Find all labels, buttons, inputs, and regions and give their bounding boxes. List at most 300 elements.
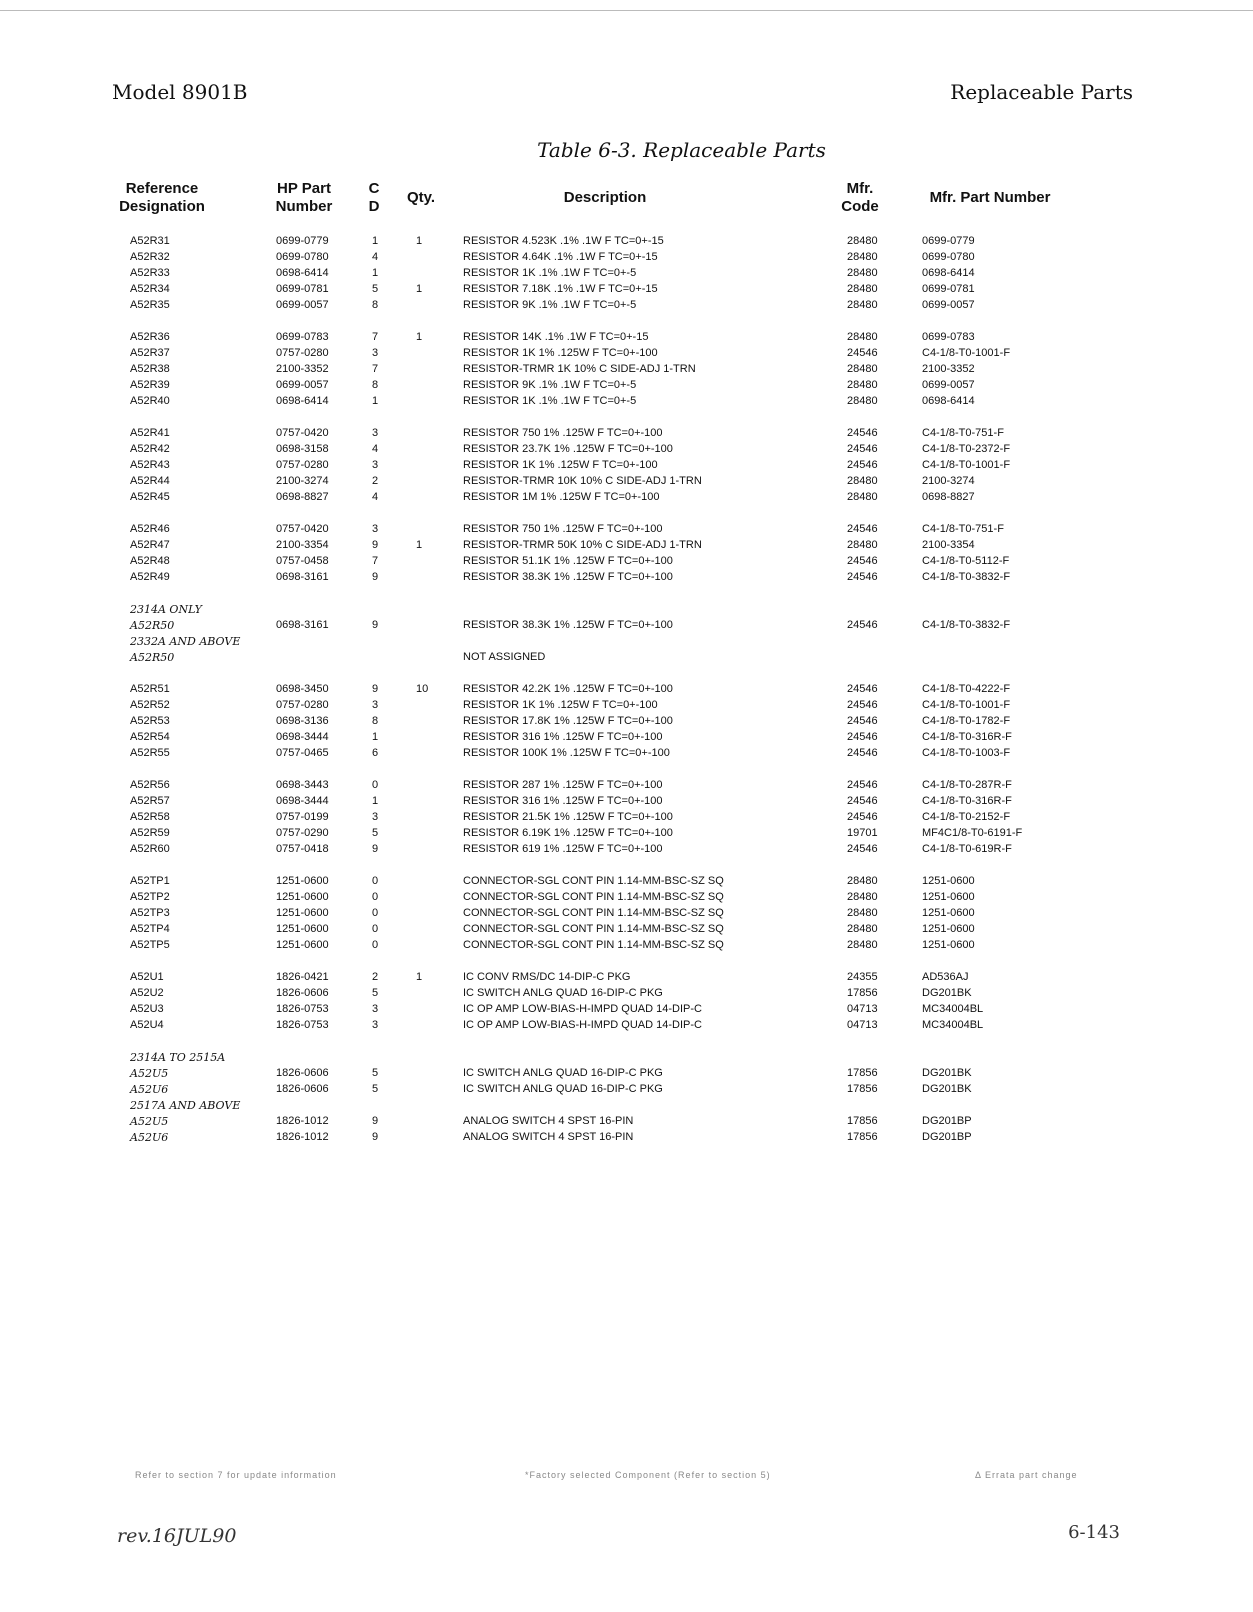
cell-reference: A52R46: [130, 523, 170, 535]
cell-reference: A52R59: [130, 827, 170, 839]
cell-mfr-part-number: 1251-0600: [922, 923, 975, 935]
table-row: [0, 1083, 1253, 1099]
cell-hp-part: 0757-0458: [276, 555, 329, 567]
cell-cd: 3: [372, 347, 379, 359]
cell-hp-part: 0757-0290: [276, 827, 329, 839]
cell-mfr-part-number: 1251-0600: [922, 891, 975, 903]
cell-reference: A52R47: [130, 539, 170, 551]
cell-mfr-code: 28480: [847, 363, 878, 375]
cell-mfr-part-number: C4-1/8-T0-3832-F: [922, 619, 1011, 631]
serial-note: 2517A AND ABOVE: [130, 1099, 241, 1112]
model-header: Model 8901B: [112, 80, 248, 104]
cell-mfr-part-number: 0698-6414: [922, 395, 975, 407]
cell-cd: 8: [372, 299, 379, 311]
cell-reference: A52R42: [130, 443, 170, 455]
table-row: [0, 875, 1253, 891]
cell-reference: A52R58: [130, 811, 170, 823]
cell-description: RESISTOR 287 1% .125W F TC=0+-100: [463, 779, 663, 791]
cell-description: RESISTOR 750 1% .125W F TC=0+-100: [463, 427, 663, 439]
cell-mfr-part-number: 0699-0780: [922, 251, 975, 263]
cell-mfr-code: 28480: [847, 875, 878, 887]
cell-reference: A52R37: [130, 347, 170, 359]
cell-hp-part: 1826-1012: [276, 1115, 329, 1127]
cell-mfr-part-number: C4-1/8-T0-316R-F: [922, 731, 1012, 743]
cell-description: CONNECTOR-SGL CONT PIN 1.14-MM-BSC-SZ SQ: [463, 907, 724, 919]
cell-hp-part: 0699-0780: [276, 251, 329, 263]
col-header-mfr-code-line2: Code: [841, 198, 879, 215]
cell-mfr-code: 24546: [847, 571, 878, 583]
table-row: [0, 1067, 1253, 1083]
row-spacer: [0, 667, 1253, 683]
cell-hp-part: 0698-3158: [276, 443, 329, 455]
cell-reference: A52R45: [130, 491, 170, 503]
table-row: [0, 443, 1253, 459]
cell-hp-part: 0698-3161: [276, 619, 329, 631]
cell-mfr-code: 24546: [847, 555, 878, 567]
cell-mfr-part-number: C4-1/8-T0-5112-F: [922, 555, 1010, 567]
table-row: [0, 267, 1253, 283]
cell-cd: 3: [372, 523, 379, 535]
cell-mfr-part-number: MC34004BL: [922, 1019, 984, 1031]
table-row: [0, 363, 1253, 379]
cell-hp-part: 1826-0606: [276, 987, 329, 999]
cell-hp-part: 0699-0057: [276, 379, 329, 391]
cell-mfr-part-number: 1251-0600: [922, 875, 975, 887]
cell-cd: 0: [372, 779, 379, 791]
table-row: [0, 299, 1253, 315]
cell-reference: A52R35: [130, 299, 170, 311]
cell-description: IC CONV RMS/DC 14-DIP-C PKG: [463, 971, 631, 983]
cell-hp-part: 0698-6414: [276, 267, 329, 279]
cell-reference: A52R34: [130, 283, 170, 295]
cell-cd: 2: [372, 971, 379, 983]
cell-qty: 1: [416, 331, 423, 343]
cell-description: ANALOG SWITCH 4 SPST 16-PIN: [463, 1131, 634, 1143]
cell-cd: 8: [372, 715, 379, 727]
cell-reference: A52TP5: [130, 939, 170, 951]
table-row: [0, 699, 1253, 715]
table-row: [0, 1131, 1253, 1147]
cell-cd: 5: [372, 1067, 379, 1079]
cell-hp-part: 2100-3352: [276, 363, 329, 375]
serial-note: 2314A TO 2515A: [130, 1051, 226, 1064]
footnote-update-info: Refer to section 7 for update information: [135, 1470, 337, 1480]
cell-cd: 8: [372, 379, 379, 391]
col-header-mfr-code-line1: Mfr.: [846, 180, 874, 197]
cell-qty: 1: [416, 971, 423, 983]
cell-hp-part: 0698-3444: [276, 795, 329, 807]
table-row: [0, 475, 1253, 491]
cell-cd: 3: [372, 459, 379, 471]
cell-reference: A52R50: [130, 619, 175, 632]
cell-mfr-part-number: C4-1/8-T0-2372-F: [922, 443, 1011, 455]
cell-mfr-code: 24546: [847, 731, 878, 743]
cell-description: RESISTOR 7.18K .1% .1W F TC=0+-15: [463, 283, 658, 295]
cell-mfr-code: 24546: [847, 427, 878, 439]
cell-description: RESISTOR-TRMR 10K 10% C SIDE-ADJ 1-TRN: [463, 475, 702, 487]
cell-mfr-code: 28480: [847, 267, 878, 279]
table-row: [0, 379, 1253, 395]
cell-cd: 3: [372, 699, 379, 711]
cell-hp-part: 0698-3161: [276, 571, 329, 583]
cell-mfr-code: 28480: [847, 891, 878, 903]
table-title: [0, 138, 1253, 162]
table-row: [0, 539, 1253, 555]
cell-mfr-code: 17856: [847, 1067, 878, 1079]
cell-hp-part: 1826-0753: [276, 1019, 329, 1031]
cell-mfr-part-number: C4-1/8-T0-619R-F: [922, 843, 1012, 855]
table-row: [0, 235, 1253, 251]
cell-reference: A52R32: [130, 251, 170, 263]
cell-mfr-code: 24546: [847, 795, 878, 807]
cell-hp-part: 0698-8827: [276, 491, 329, 503]
cell-hp-part: 1251-0600: [276, 891, 329, 903]
cell-mfr-part-number: 1251-0600: [922, 939, 975, 951]
cell-hp-part: 1826-0421: [276, 971, 329, 983]
cell-description: IC OP AMP LOW-BIAS-H-IMPD QUAD 14-DIP-C: [463, 1019, 702, 1031]
cell-description: RESISTOR-TRMR 1K 10% C SIDE-ADJ 1-TRN: [463, 363, 696, 375]
table-row: [0, 939, 1253, 955]
cell-description: RESISTOR 619 1% .125W F TC=0+-100: [463, 843, 663, 855]
cell-reference: A52R51: [130, 683, 170, 695]
cell-mfr-code: 24546: [847, 347, 878, 359]
cell-description: RESISTOR 316 1% .125W F TC=0+-100: [463, 795, 663, 807]
cell-mfr-part-number: C4-1/8-T0-3832-F: [922, 571, 1011, 583]
cell-cd: 7: [372, 363, 379, 375]
cell-mfr-part-number: C4-1/8-T0-2152-F: [922, 811, 1011, 823]
cell-mfr-code: 04713: [847, 1003, 878, 1015]
cell-cd: 4: [372, 491, 379, 503]
cell-description: ANALOG SWITCH 4 SPST 16-PIN: [463, 1115, 634, 1127]
cell-reference: A52U1: [130, 971, 164, 983]
cell-cd: 7: [372, 555, 379, 567]
cell-description: IC SWITCH ANLG QUAD 16-DIP-C PKG: [463, 1083, 663, 1095]
cell-cd: 5: [372, 827, 379, 839]
table-row: [0, 491, 1253, 507]
cell-description: IC SWITCH ANLG QUAD 16-DIP-C PKG: [463, 1067, 663, 1079]
cell-mfr-part-number: 0698-8827: [922, 491, 975, 503]
cell-mfr-part-number: C4-1/8-T0-751-F: [922, 523, 1004, 535]
row-spacer: [0, 763, 1253, 779]
table-row: [0, 395, 1253, 411]
cell-description: RESISTOR 42.2K 1% .125W F TC=0+-100: [463, 683, 673, 695]
cell-reference: A52R31: [130, 235, 170, 247]
cell-mfr-part-number: AD536AJ: [922, 971, 969, 983]
cell-mfr-part-number: 2100-3352: [922, 363, 975, 375]
cell-description: RESISTOR 4.523K .1% .1W F TC=0+-15: [463, 235, 664, 247]
cell-cd: 1: [372, 795, 379, 807]
table-row: [0, 683, 1253, 699]
row-spacer: [0, 955, 1253, 971]
row-spacer: [0, 1035, 1253, 1051]
cell-cd: 3: [372, 1003, 379, 1015]
cell-mfr-code: 17856: [847, 1083, 878, 1095]
cell-qty: 1: [416, 283, 423, 295]
table-row: [0, 427, 1253, 443]
cell-mfr-part-number: DG201BK: [922, 1067, 972, 1079]
parts-table-body: [0, 235, 1253, 1147]
cell-reference: A52R33: [130, 267, 170, 279]
cell-description: IC SWITCH ANLG QUAD 16-DIP-C PKG: [463, 987, 663, 999]
cell-hp-part: 1826-0606: [276, 1067, 329, 1079]
section-header: Replaceable Parts: [950, 80, 1133, 104]
top-rule: [0, 10, 1253, 11]
cell-hp-part: 0699-0783: [276, 331, 329, 343]
cell-cd: 3: [372, 811, 379, 823]
cell-cd: 0: [372, 907, 379, 919]
cell-hp-part: 1251-0600: [276, 875, 329, 887]
cell-hp-part: 0757-0420: [276, 427, 329, 439]
cell-cd: 9: [372, 539, 379, 551]
cell-cd: 0: [372, 891, 379, 903]
col-header-hp-part-line1: HP Part: [277, 180, 331, 197]
col-header-cd-line1: C: [368, 180, 380, 197]
table-row: [0, 843, 1253, 859]
cell-mfr-part-number: C4-1/8-T0-1782-F: [922, 715, 1011, 727]
cell-description: RESISTOR 316 1% .125W F TC=0+-100: [463, 731, 663, 743]
cell-mfr-part-number: MF4C1/8-T0-6191-F: [922, 827, 1023, 839]
table-row: [0, 283, 1253, 299]
cell-description: RESISTOR 9K .1% .1W F TC=0+-5: [463, 299, 637, 311]
cell-mfr-code: 24546: [847, 715, 878, 727]
table-row: [0, 731, 1253, 747]
cell-mfr-code: 28480: [847, 251, 878, 263]
cell-mfr-part-number: C4-1/8-T0-4222-F: [922, 683, 1011, 695]
cell-description: CONNECTOR-SGL CONT PIN 1.14-MM-BSC-SZ SQ: [463, 891, 724, 903]
cell-mfr-part-number: MC34004BL: [922, 1003, 984, 1015]
footnote-factory-selected: *Factory selected Component (Refer to section 5): [525, 1470, 771, 1480]
cell-hp-part: 0699-0779: [276, 235, 329, 247]
cell-description: RESISTOR 6.19K 1% .125W F TC=0+-100: [463, 827, 673, 839]
cell-cd: 4: [372, 251, 379, 263]
cell-description: RESISTOR 1K .1% .1W F TC=0+-5: [463, 395, 637, 407]
cell-mfr-part-number: 2100-3354: [922, 539, 975, 551]
cell-mfr-code: 28480: [847, 395, 878, 407]
table-row: [0, 987, 1253, 1003]
cell-reference: A52R54: [130, 731, 170, 743]
cell-description: NOT ASSIGNED: [463, 651, 546, 663]
table-row: [0, 523, 1253, 539]
cell-cd: 5: [372, 283, 379, 295]
serial-note: 2314A ONLY: [130, 603, 202, 616]
cell-hp-part: 0757-0280: [276, 459, 329, 471]
table-row: [0, 555, 1253, 571]
cell-mfr-code: 24546: [847, 523, 878, 535]
cell-mfr-part-number: C4-1/8-T0-316R-F: [922, 795, 1012, 807]
cell-reference: A52R50: [130, 651, 175, 664]
cell-mfr-code: 04713: [847, 1019, 878, 1031]
cell-cd: 1: [372, 731, 379, 743]
cell-description: CONNECTOR-SGL CONT PIN 1.14-MM-BSC-SZ SQ: [463, 939, 724, 951]
cell-mfr-part-number: DG201BP: [922, 1115, 972, 1127]
cell-mfr-part-number: 0699-0779: [922, 235, 975, 247]
cell-mfr-code: 28480: [847, 283, 878, 295]
cell-reference: A52U3: [130, 1003, 164, 1015]
table-row: [0, 971, 1253, 987]
cell-cd: 0: [372, 923, 379, 935]
cell-mfr-code: 28480: [847, 299, 878, 311]
cell-reference: A52R49: [130, 571, 170, 583]
cell-mfr-code: 24546: [847, 459, 878, 471]
cell-mfr-part-number: 1251-0600: [922, 907, 975, 919]
cell-hp-part: 0757-0280: [276, 699, 329, 711]
footnote-errata: Δ Errata part change: [975, 1470, 1078, 1480]
cell-mfr-code: 28480: [847, 379, 878, 391]
cell-reference: A52U6: [130, 1131, 169, 1144]
cell-cd: 9: [372, 571, 379, 583]
cell-hp-part: 0699-0781: [276, 283, 329, 295]
cell-reference: A52TP2: [130, 891, 170, 903]
cell-description: RESISTOR-TRMR 50K 10% C SIDE-ADJ 1-TRN: [463, 539, 702, 551]
cell-hp-part: 0757-0280: [276, 347, 329, 359]
cell-reference: A52R39: [130, 379, 170, 391]
cell-mfr-code: 28480: [847, 235, 878, 247]
cell-description: CONNECTOR-SGL CONT PIN 1.14-MM-BSC-SZ SQ: [463, 875, 724, 887]
table-row: [0, 1019, 1253, 1035]
cell-reference: A52R40: [130, 395, 170, 407]
cell-mfr-code: 24546: [847, 619, 878, 631]
cell-reference: A52TP4: [130, 923, 170, 935]
cell-cd: 0: [372, 875, 379, 887]
cell-mfr-part-number: 2100-3274: [922, 475, 975, 487]
cell-reference: A52R41: [130, 427, 170, 439]
cell-description: IC OP AMP LOW-BIAS-H-IMPD QUAD 14-DIP-C: [463, 1003, 702, 1015]
cell-description: RESISTOR 21.5K 1% .125W F TC=0+-100: [463, 811, 673, 823]
cell-mfr-code: 19701: [847, 827, 878, 839]
table-row: [0, 907, 1253, 923]
col-header-reference: [108, 180, 216, 216]
row-spacer: [0, 859, 1253, 875]
cell-hp-part: 0699-0057: [276, 299, 329, 311]
table-row: [0, 891, 1253, 907]
cell-hp-part: 0757-0199: [276, 811, 329, 823]
cell-mfr-part-number: C4-1/8-T0-1003-F: [922, 747, 1011, 759]
cell-mfr-code: 24546: [847, 683, 878, 695]
col-header-qty: Qty.: [406, 189, 436, 206]
cell-mfr-code: 28480: [847, 475, 878, 487]
cell-reference: A52TP3: [130, 907, 170, 919]
cell-mfr-part-number: 0698-6414: [922, 267, 975, 279]
cell-hp-part: 0757-0418: [276, 843, 329, 855]
cell-reference: A52R43: [130, 459, 170, 471]
table-row: [0, 459, 1253, 475]
cell-mfr-part-number: DG201BK: [922, 1083, 972, 1095]
cell-description: RESISTOR 4.64K .1% .1W F TC=0+-15: [463, 251, 658, 263]
cell-cd: 3: [372, 427, 379, 439]
cell-description: RESISTOR 14K .1% .1W F TC=0+-15: [463, 331, 649, 343]
row-spacer: [0, 411, 1253, 427]
cell-hp-part: 2100-3354: [276, 539, 329, 551]
table-row: [0, 795, 1253, 811]
table-row: [0, 715, 1253, 731]
col-header-cd-line2: D: [368, 198, 380, 215]
cell-mfr-code: 24546: [847, 811, 878, 823]
serial-note: 2332A AND ABOVE: [130, 635, 241, 648]
table-row: [0, 1003, 1253, 1019]
cell-hp-part: 0698-6414: [276, 395, 329, 407]
serial-note-row: [0, 635, 1253, 651]
cell-mfr-code: 24546: [847, 699, 878, 711]
cell-reference: A52R44: [130, 475, 170, 487]
cell-description: CONNECTOR-SGL CONT PIN 1.14-MM-BSC-SZ SQ: [463, 923, 724, 935]
col-header-reference-line1: Reference: [125, 180, 199, 197]
cell-cd: 3: [372, 1019, 379, 1031]
cell-hp-part: 0698-3450: [276, 683, 329, 695]
cell-mfr-part-number: DG201BP: [922, 1131, 972, 1143]
table-row: [0, 651, 1253, 667]
cell-cd: 2: [372, 475, 379, 487]
row-spacer: [0, 315, 1253, 331]
cell-cd: 1: [372, 235, 379, 247]
cell-reference: A52U5: [130, 1115, 169, 1128]
cell-hp-part: 0698-3443: [276, 779, 329, 791]
cell-cd: 0: [372, 939, 379, 951]
cell-reference: A52TP1: [130, 875, 170, 887]
cell-mfr-part-number: 0699-0057: [922, 379, 975, 391]
table-row: [0, 251, 1253, 267]
cell-mfr-part-number: C4-1/8-T0-1001-F: [922, 699, 1011, 711]
cell-hp-part: 1251-0600: [276, 939, 329, 951]
table-row: [0, 1115, 1253, 1131]
cell-cd: 9: [372, 683, 379, 695]
cell-description: RESISTOR 1K 1% .125W F TC=0+-100: [463, 699, 658, 711]
col-header-mfr-part-number: Mfr. Part Number: [929, 189, 1051, 206]
table-row: [0, 811, 1253, 827]
cell-hp-part: 0698-3444: [276, 731, 329, 743]
cell-qty: 1: [416, 539, 423, 551]
cell-description: RESISTOR 9K .1% .1W F TC=0+-5: [463, 379, 637, 391]
table-title-text: Table 6-3. Replaceable Parts: [537, 138, 826, 162]
cell-reference: A52R56: [130, 779, 170, 791]
cell-description: RESISTOR 1K .1% .1W F TC=0+-5: [463, 267, 637, 279]
cell-cd: 6: [372, 747, 379, 759]
cell-mfr-part-number: C4-1/8-T0-1001-F: [922, 347, 1011, 359]
table-row: [0, 619, 1253, 635]
cell-hp-part: 1826-1012: [276, 1131, 329, 1143]
col-header-cd: [364, 180, 384, 216]
col-header-mfr-code: [830, 180, 890, 216]
cell-hp-part: 0757-0465: [276, 747, 329, 759]
cell-mfr-part-number: 0699-0057: [922, 299, 975, 311]
cell-hp-part: 1251-0600: [276, 907, 329, 919]
table-row: [0, 747, 1253, 763]
cell-reference: A52U2: [130, 987, 164, 999]
cell-hp-part: 1826-0753: [276, 1003, 329, 1015]
cell-reference: A52R55: [130, 747, 170, 759]
cell-reference: A52U4: [130, 1019, 164, 1031]
cell-mfr-part-number: C4-1/8-T0-1001-F: [922, 459, 1011, 471]
cell-reference: A52R57: [130, 795, 170, 807]
cell-mfr-code: 28480: [847, 491, 878, 503]
cell-hp-part: 0757-0420: [276, 523, 329, 535]
cell-description: RESISTOR 38.3K 1% .125W F TC=0+-100: [463, 571, 673, 583]
cell-cd: 7: [372, 331, 379, 343]
col-header-hp-part: [262, 180, 346, 216]
cell-reference: A52R53: [130, 715, 170, 727]
table-row: [0, 923, 1253, 939]
cell-mfr-part-number: 0699-0783: [922, 331, 975, 343]
page-number: 6-143: [1068, 1522, 1120, 1543]
serial-note-row: [0, 1099, 1253, 1115]
cell-cd: 1: [372, 267, 379, 279]
serial-note-row: [0, 1051, 1253, 1067]
cell-qty: 1: [416, 235, 423, 247]
col-header-hp-part-line2: Number: [275, 198, 333, 215]
row-spacer: [0, 507, 1253, 523]
cell-mfr-code: 24355: [847, 971, 878, 983]
cell-mfr-code: 28480: [847, 939, 878, 951]
cell-mfr-code: 17856: [847, 987, 878, 999]
